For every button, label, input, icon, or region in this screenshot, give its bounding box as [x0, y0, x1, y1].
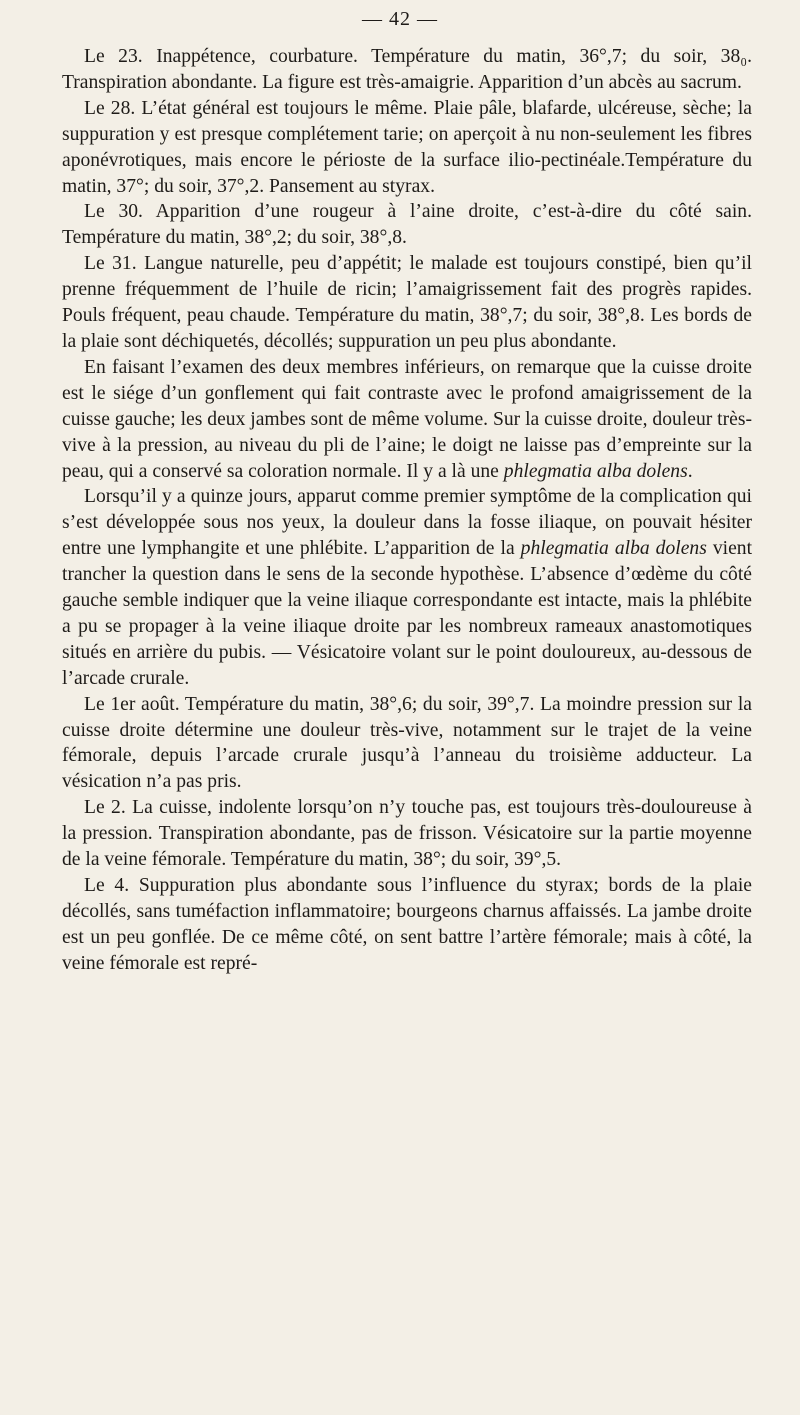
paragraph-text: En faisant l’examen des deux membres inférieurs, on remarque que la cuisse droite est le siége d’un gonflement qui fait contraste avec le profond amaigrissement de la cuisse gauche; les deux jambes sont de même volume. Sur la cuisse droite, douleur très-vive à la pression, au niveau du pli de l’aine; le doigt ne laisse pas d’empreinte sur la peau, qui a conservé sa coloration normale. Il y a là une	[62, 356, 752, 482]
paragraph-examination	[62, 355, 752, 485]
paragraph-diagnosis	[62, 484, 752, 691]
paragraph-day-2: Le 2. La cuisse, indolente lorsqu’on n’y touche pas, est toujours très-douloureuse à la pression. Transpiration abondante, pas de frisson. Vésicatoire sur la partie moyenne de la veine fémorale. Température du matin, 38°; du soir, 39°,5.	[62, 797, 752, 871]
paragraph-day-28: Le 28. L’état général est toujours le même. Plaie pâle, blafarde, ulcéreuse, sèche; la suppuration y est presque complétement tarie; on aperçoit à nu non-seulement les fibres aponévrotiques, mais encore le périoste de la surface ilio-pectinéale.Température du matin, 37°; du soir, 37°,2. Pansement au styrax.	[62, 97, 752, 197]
paragraph-august-1: Le 1er août. Température du matin, 38°,6; du soir, 39°,7. La moindre pression sur la cuisse droite détermine une douleur très-vive, notamment sur le trajet de la veine fémorale, depuis l’arcade crurale jusqu’à l’anneau du troisième adducteur. La vésication n’a pas pris.	[62, 693, 752, 793]
paragraph-day-4: Le 4. Suppuration plus abondante sous l’influence du styrax; bords de la plaie décollés, sans tuméfaction inflammatoire; bourgeons charnus affaissés. La jambe droite est un peu gonflée. De ce même côté, on sent battre l’artère fémorale; mais à côté, la veine fémorale est repré-	[62, 875, 752, 974]
page-number: — 42 —	[362, 8, 438, 30]
paragraph-day-23: Le 23. Inappétence, courbature. Température du matin, 36°,7; du soir, 38₀. Transpiration abondante. La figure est très-amaigrie. Apparition d’un abcès au sacrum.	[62, 46, 752, 93]
paragraph-day-30: Le 30. Apparition d’une rougeur à l’aine droite, c’est-à-dire du côté sain. Température du matin, 38°,2; du soir, 38°,8.	[62, 201, 752, 249]
paragraph-text: vient trancher la question dans le sens de la seconde hypothèse. L’absence d’œdème du côté gauche semble indiquer que la veine iliaque correspondante est intacte, mais la phlébite a pu se propager à la veine iliaque droite par les nombreux rameaux anastomotiques situés en arrière du pubis. — Vésicatoire volant sur le point douloureux, au-dessous de l’arcade crurale.	[62, 538, 753, 689]
italic-term: phlegmatia alba dolens	[503, 460, 688, 482]
page-body	[62, 44, 752, 977]
paragraph-day-31: Le 31. Langue naturelle, peu d’appétit; le malade est toujours constipé, bien qu’il prenne fréquemment de l’huile de ricin; l’amaigrissement fait des progrès rapides. Pouls fréquent, peau chaude. Température du matin, 38°,7; du soir, 38°,8. Les bords de la plaie sont déchiquetés, décollés; suppuration un peu plus abondante.	[62, 253, 752, 352]
paragraph-text: Lorsqu’il y a quinze jours, apparut comme premier symptôme de la complication qui s’est développée sous nos yeux, la douleur dans la fosse iliaque, on pouvait hésiter entre une lymphangite et une phlébite. L’apparition de la	[62, 486, 752, 560]
paragraph-text: .	[687, 460, 693, 482]
italic-term: phlegmatia alba dolens	[520, 538, 707, 560]
